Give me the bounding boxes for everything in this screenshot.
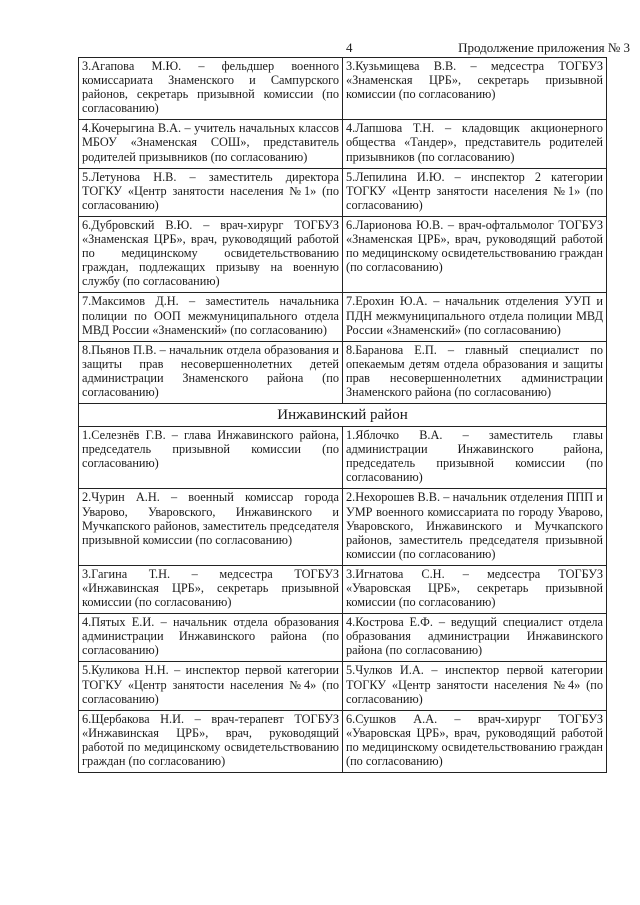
- deputy-text: 4.Лапшова Т.Н. – кладовщик акционерного общества «Тандер», представитель родителей призывников (по согласованию): [346, 121, 603, 164]
- member-cell: [79, 662, 343, 710]
- member-cell: [79, 489, 343, 565]
- deputy-text: 8.Баранова Е.П. – главный специалист по опекаемым детям отдела образования и защиты прав несовершеннолетних администрации Знаменского района (по согласованию): [346, 342, 603, 399]
- member-text: 2.Чурин А.Н. – военный комиссар города Уварово, Уваровского, Инжавинского и Мучкапского районов, заместитель председателя призывной комиссии (по согласованию): [82, 490, 339, 547]
- deputy-text: 4.Кострова Е.Ф. – ведущий специалист отдела образования администрации Инжавинского района (по согласованию): [346, 615, 603, 658]
- page-number: 4: [346, 40, 353, 55]
- section-row: [79, 404, 607, 427]
- member-text: 1.Селезнёв Г.В. – глава Инжавинского района, председатель призывной комиссии (по согласованию): [82, 428, 339, 471]
- deputy-text: 2.Нехорошев В.В. – начальник отделения ППП и УМР военного комиссариата по городу Уварово, Уваровского, Инжавинского и Мучкапского районов, заместитель председателя призывной комиссии (по согласованию): [346, 490, 603, 561]
- table-body: [79, 58, 607, 773]
- member-cell: [79, 293, 343, 341]
- deputy-text: 3.Кузьмищева В.В. – медсестра ТОГБУЗ «Знаменская ЦРБ», секретарь призывной комиссии (по согласованию): [346, 59, 603, 102]
- deputy-cell: [343, 58, 607, 120]
- table-row: [79, 341, 607, 403]
- deputy-text: 6.Ларионова Ю.В. – врач-офтальмолог ТОГБУЗ «Знаменская ЦРБ», врач, руководящий работой по медицинскому освидетельствованию граждан (по согласованию): [346, 217, 603, 275]
- section-title: Инжавинский район: [79, 404, 607, 427]
- deputy-cell: [343, 662, 607, 710]
- member-cell: [79, 614, 343, 662]
- table-row: [79, 710, 607, 772]
- member-text: 4.Пятых Е.И. – начальник отдела образования администрации Инжавинского района (по согласованию): [82, 615, 339, 658]
- table-row: [79, 489, 607, 565]
- continuation-note: Продолжение приложения № 3: [458, 40, 630, 55]
- deputy-cell: [343, 293, 607, 341]
- table-row: [79, 58, 607, 120]
- deputy-cell: [343, 489, 607, 565]
- member-text: 8.Пьянов П.В. – начальник отдела образования и защиты прав несовершеннолетних детей администрации Знаменского района (по согласованию): [82, 342, 339, 399]
- member-text: 3.Агапова М.Ю. – фельдшер военного комиссариата Знаменского и Сампурского районов, секретарь призывной комиссии (по согласованию): [82, 59, 339, 116]
- deputy-text: 3.Игнатова С.Н. – медсестра ТОГБУЗ «Уваровская ЦРБ», секретарь призывной комиссии (по согласованию): [346, 566, 603, 610]
- table-row: [79, 120, 607, 168]
- deputy-cell: [343, 341, 607, 403]
- deputy-cell: [343, 614, 607, 662]
- member-text: 6.Дубровский В.Ю. – врач-хирург ТОГБУЗ «Знаменская ЦРБ», врач, руководящий работой по медицинскому освидетельствованию граждан, подлежащих призыву на военную службу (по согласованию): [82, 217, 339, 289]
- member-text: 7.Максимов Д.Н. – заместитель начальника полиции по ООП межмуниципального отдела МВД России «Знаменский» (по согласованию): [82, 294, 339, 337]
- member-text: 4.Кочерыгина В.А. – учитель начальных классов МБОУ «Знаменская СОШ», представитель родителей призывников (по согласованию): [82, 121, 339, 164]
- deputy-text: 6.Сушков А.А. – врач-хирург ТОГБУЗ «Уваровская ЦРБ», врач, руководящий работой по медицинскому освидетельствованию граждан (по согласованию): [346, 711, 603, 769]
- member-text: 3.Гагина Т.Н. – медсестра ТОГБУЗ «Инжавинская ЦРБ», секретарь призывной комиссии (по согласованию): [82, 566, 339, 610]
- member-text: 5.Куликова Н.Н. – инспектор первой категории ТОГКУ «Центр занятости населения №4» (по согласованию): [82, 663, 339, 706]
- deputy-cell: [343, 565, 607, 613]
- member-text: 6.Щербакова Н.И. – врач-терапевт ТОГБУЗ «Инжавинская ЦРБ», врач, руководящий работой по медицинскому освидетельствованию граждан (по согласованию): [82, 711, 339, 769]
- deputy-text: 5.Лепилина И.Ю. – инспектор 2 категории ТОГКУ «Центр занятости населения №1» (по согласованию): [346, 169, 603, 212]
- deputy-cell: [343, 216, 607, 292]
- deputy-cell: [343, 710, 607, 772]
- table-row: [79, 662, 607, 710]
- member-text: 5.Летунова Н.В. – заместитель директора ТОГКУ «Центр занятости населения №1» (по согласованию): [82, 169, 339, 212]
- table-row: [79, 168, 607, 216]
- member-cell: [79, 427, 343, 489]
- deputy-cell: [343, 120, 607, 168]
- table-row: [79, 293, 607, 341]
- deputy-text: 1.Яблочко В.А. – заместитель главы администрации Инжавинского района, председатель призывной комиссии (по согласованию): [346, 428, 603, 485]
- member-cell: [79, 216, 343, 292]
- table-row: [79, 565, 607, 613]
- member-cell: [79, 58, 343, 120]
- deputy-cell: [343, 427, 607, 489]
- member-cell: [79, 168, 343, 216]
- page-header: [0, 40, 640, 58]
- table-row: [79, 427, 607, 489]
- deputy-text: 5.Чулков И.А. – инспектор первой категории ТОГКУ «Центр занятости населения №4» (по согласованию): [346, 663, 603, 706]
- member-cell: [79, 120, 343, 168]
- member-cell: [79, 565, 343, 613]
- deputy-text: 7.Ерохин Ю.А. – начальник отделения УУП и ПДН межмуниципального отдела полиции МВД России «Знаменский» (по согласованию): [346, 294, 603, 337]
- commission-table: [78, 57, 607, 773]
- deputy-cell: [343, 168, 607, 216]
- table-row: [79, 614, 607, 662]
- member-cell: [79, 710, 343, 772]
- member-cell: [79, 341, 343, 403]
- table-row: [79, 216, 607, 292]
